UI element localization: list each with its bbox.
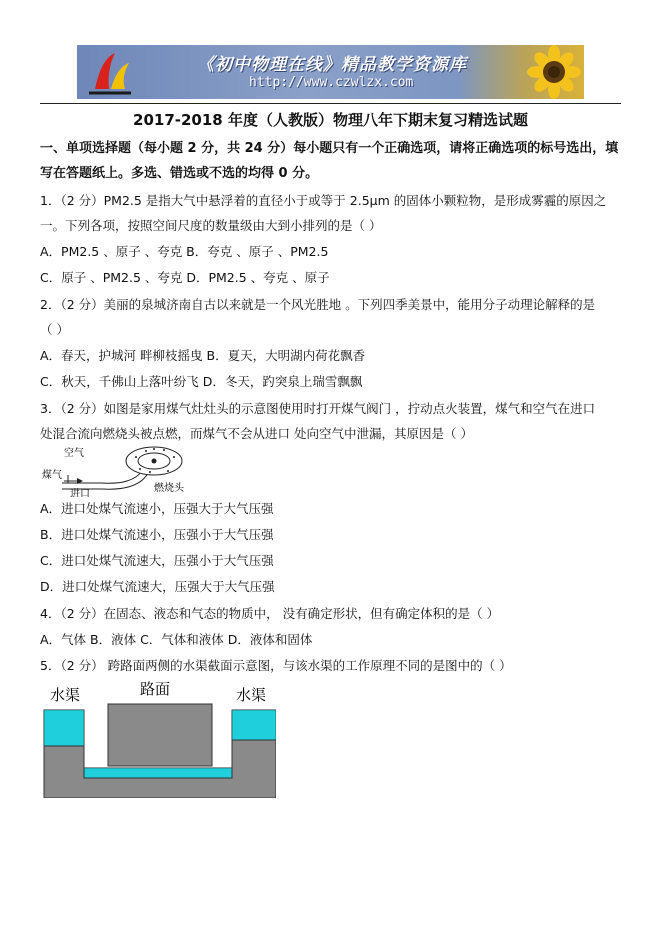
header-banner	[77, 45, 584, 99]
figure-label-burner: 燃烧头	[154, 483, 184, 494]
logo-icon	[85, 49, 135, 95]
section-heading-line1: 一、单项选择题（每小题 2 分，共 24 分）每小题只有一个正确选项，请将正确选项的标号选出，填	[40, 141, 619, 156]
q3-stem-line2: 处混合流向燃烧头被点燃，而煤气不会从进口 处向空气中泄漏，其原因是（ ）	[40, 426, 473, 441]
q3-stem-line1: 3．（2 分）如图是家用煤气灶灶头的示意图使用时打开煤气阀门 ，拧动点火装置，煤气和空气在进口	[40, 401, 596, 416]
q2-stem-line2: （ ）	[40, 322, 69, 337]
figure-label-road: 路面	[140, 680, 171, 698]
q3-option-b: B．进口处煤气流速小，压强小于大气压强	[40, 527, 274, 542]
figure-label-gas: 煤气	[42, 470, 62, 481]
q1-options-ab: A．PM2.5 、原子 、夸克 B．夸克 、原子 、PM2.5	[40, 244, 329, 259]
figure-label-air: 空气	[64, 448, 84, 459]
figure-label-right-channel: 水渠	[236, 686, 267, 704]
figure-label-inlet: 进口	[70, 489, 90, 497]
q2-options-cd: C．秋天，千佛山上落叶纷飞 D．冬天，趵突泉上瑞雪飘飘	[40, 374, 363, 389]
q1-stem-line1: 1．（2 分）PM2.5 是指大气中悬浮着的直径小于或等于 2.5μm 的固体小颗粒物，是形成雾霾的原因之	[40, 193, 607, 208]
q1-options-cd: C．原子 、PM2.5 、夸克 D．PM2.5 、夸克 、原子	[40, 270, 330, 285]
q5-stem: 5．（2 分） 跨路面两侧的水渠截面示意图，与该水渠的工作原理不同的是图中的（ ）	[40, 658, 512, 673]
header-rule	[40, 103, 621, 104]
document-title: 2017-2018 年度（人教版）物理八年下期末复习精选试题	[133, 111, 528, 129]
q2-options-ab: A．春天，护城河 畔柳枝摇曳 B．夏天，大明湖内荷花飘香	[40, 348, 366, 363]
q3-option-d: D．进口处煤气流速大，压强大于大气压强	[40, 579, 275, 594]
section-heading-line2: 写在答题纸上。多选、错选或不选的均得 0 分。	[40, 166, 319, 181]
q3-option-a: A．进口处煤气流速小，压强大于大气压强	[40, 501, 274, 516]
banner-title: 《初中物理在线》精品教学资源库	[197, 55, 467, 75]
q1-stem-line2: 一。下列各项，按照空间尺度的数量级由大到小排列的是（ ）	[40, 218, 382, 233]
sunflower-image	[516, 45, 582, 99]
water-channel-figure	[40, 680, 276, 798]
q4-options: A．气体 B．液体 C．气体和液体 D．液体和固体	[40, 632, 313, 647]
figure-label-left-channel: 水渠	[50, 686, 81, 704]
banner-url[interactable]: http://www.czwlzx.com	[249, 75, 414, 90]
q2-stem-line1: 2．（2 分）美丽的泉城济南自古以来就是一个风光胜地 。下列四季美景中，能用分子动理论解释的是	[40, 297, 596, 312]
gas-stove-figure	[42, 445, 192, 497]
q4-stem: 4．（2 分）在固态、液态和气态的物质中， 没有确定形状，但有确定体积的是（ ）	[40, 606, 500, 621]
q3-option-c: C．进口处煤气流速大，压强小于大气压强	[40, 553, 274, 568]
